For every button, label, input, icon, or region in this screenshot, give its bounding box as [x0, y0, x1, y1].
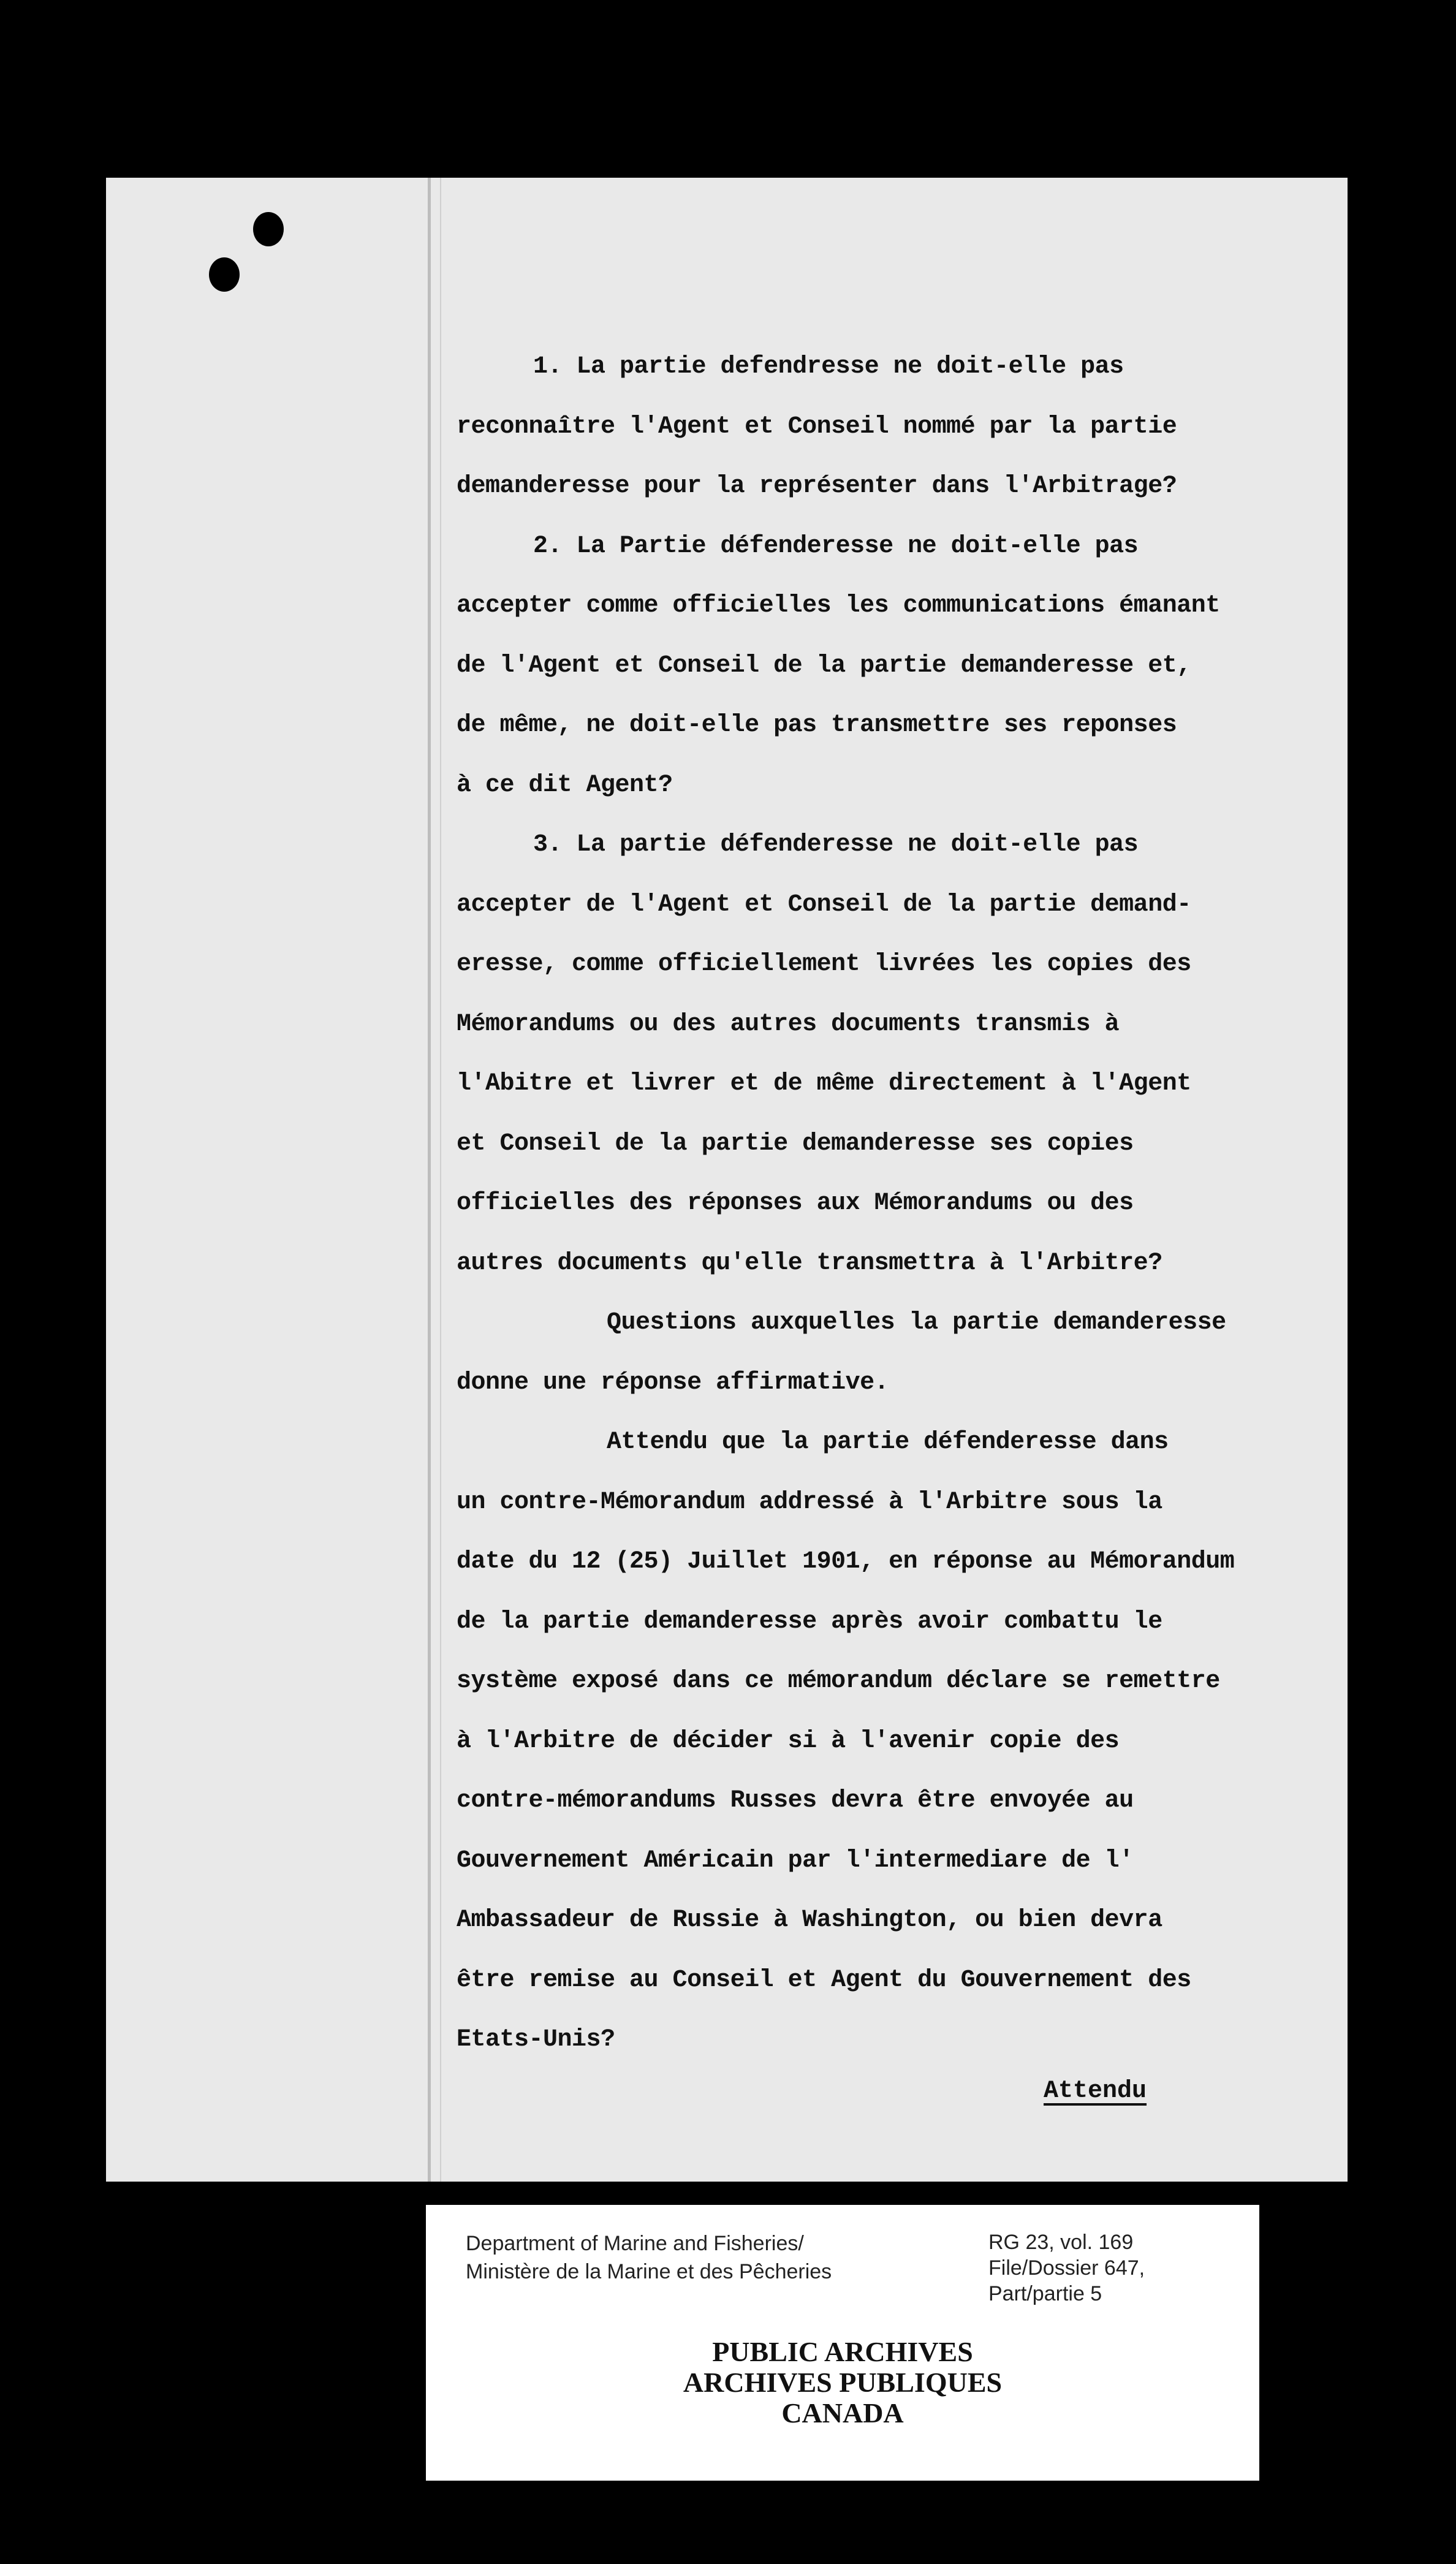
text-line: accepter de l'Agent et Conseil de la partie demand-: [457, 890, 1191, 919]
reference-line: RG 23, vol. 169: [988, 2231, 1134, 2254]
text-line: être remise au Conseil et Agent du Gouvernement des: [457, 1966, 1191, 1994]
text-line: de même, ne doit-elle pas transmettre ses reponses: [457, 711, 1177, 739]
archive-label: [426, 2205, 1259, 2481]
text-line: un contre-Mémorandum addressé à l'Arbitre sous la: [457, 1488, 1162, 1516]
text-line: 1. La partie defendresse ne doit-elle pas: [533, 353, 1124, 381]
text-line: accepter comme officielles les communications émanant: [457, 592, 1220, 620]
punch-hole: [209, 257, 240, 292]
archives-title: [426, 2337, 1259, 2429]
department-line: Department of Marine and Fisheries/: [466, 2232, 804, 2255]
reference-line: Part/partie 5: [988, 2282, 1102, 2305]
text-line: Etats-Unis?: [457, 2026, 615, 2054]
text-line: de l'Agent et Conseil de la partie demanderesse et,: [457, 651, 1191, 680]
text-line: l'Abitre et livrer et de même directement à l'Agent: [457, 1070, 1191, 1098]
text-line: demanderesse pour la représenter dans l'Arbitrage?: [457, 472, 1177, 500]
punch-hole: [253, 212, 284, 246]
archives-line: CANADA: [781, 2397, 904, 2429]
archives-line: ARCHIVES PUBLIQUES: [683, 2367, 1003, 2398]
text-line: Mémorandums ou des autres documents transmis à: [457, 1010, 1120, 1038]
reference-block: [988, 2229, 1145, 2307]
document-body: [457, 337, 1351, 2070]
text-line: date du 12 (25) Juillet 1901, en réponse au Mémorandum: [457, 1548, 1235, 1576]
text-line: 2. La Partie défenderesse ne doit-elle pas: [533, 532, 1139, 560]
catchword: Attendu: [1044, 2077, 1147, 2105]
department-line: Ministère de la Marine et des Pêcheries: [466, 2260, 832, 2283]
text-line: officielles des réponses aux Mémorandums ou des: [457, 1189, 1134, 1217]
archives-line: PUBLIC ARCHIVES: [712, 2336, 973, 2367]
department-block: [466, 2229, 832, 2286]
text-line: donne une réponse affirmative.: [457, 1368, 889, 1397]
text-line: de la partie demanderesse après avoir combattu le: [457, 1607, 1162, 1636]
text-line: Questions auxquelles la partie demanderesse: [607, 1309, 1226, 1337]
text-line: à ce dit Agent?: [457, 771, 673, 799]
text-line: et Conseil de la partie demanderesse ses copies: [457, 1129, 1134, 1158]
text-line: à l'Arbitre de décider si à l'avenir copie des: [457, 1727, 1120, 1755]
text-line: contre-mémorandums Russes devra être envoyée au: [457, 1787, 1134, 1815]
reference-line: File/Dossier 647,: [988, 2256, 1145, 2280]
text-line: Ambassadeur de Russie à Washington, ou bien devra: [457, 1906, 1162, 1934]
text-line: Attendu que la partie défenderesse dans: [607, 1428, 1169, 1456]
text-line: autres documents qu'elle transmettra à l'Arbitre?: [457, 1249, 1162, 1277]
text-line: eresse, comme officiellement livrées les copies des: [457, 950, 1191, 978]
text-line: système exposé dans ce mémorandum déclare se remettre: [457, 1667, 1220, 1695]
text-line: Gouvernement Américain par l'intermediare de l': [457, 1846, 1134, 1875]
text-line: 3. La partie défenderesse ne doit-elle pas: [533, 831, 1139, 859]
text-line: reconnaître l'Agent et Conseil nommé par la partie: [457, 412, 1177, 441]
document-page: [106, 178, 1348, 2182]
